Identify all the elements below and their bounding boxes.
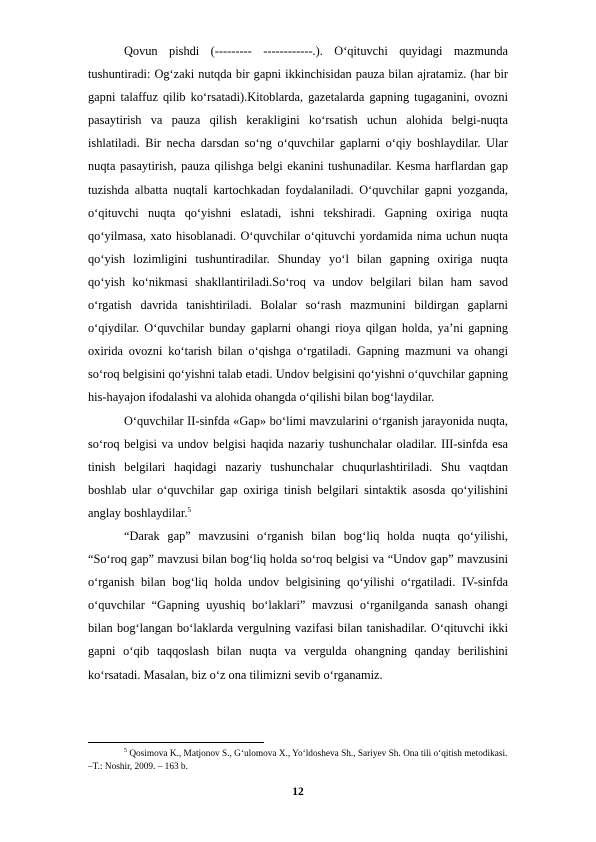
- footnote-number: 5: [124, 747, 127, 754]
- footnote: [88, 748, 508, 774]
- footnote-separator: [88, 742, 264, 743]
- paragraph-1: Qovun pishdi (--------- ------------.). O‘qituvchi quyidagi mazmunda tushuntiradi: Og‘zaki nutqda bir gapni ikkinchisidan pauza bilan ajratamiz. (har bir gapni talaffuz qilib ko‘rsatadi).Kitoblarda, gazetalarda gapning tugaganini, ovozni pasaytirish va pauza qilish kerakligini ko‘rsatish uchun alohida belgi-nuqta ishlatiladi. Bir necha darsdan so‘ng o‘quvchilar gaplarni o‘qiy boshlaydilar. Ular nuqta pasaytirish, pauza qilishga belgi ekanini tushunadilar. Kesma harflardan gap tuzishda albatta nuqtali kartochkadan foydalaniladi. O‘quvchilar gapni yozganda, o‘qituvchi nuqta qo‘yishni eslatadi, ishni tekshiradi. Gapning oxiriga nuqta qo‘yilmasa, xato hisoblanadi. O‘quvchilar o‘qituvchi yordamida nima uchun nuqta qo‘yish lozimligini tushuntiradilar. Shunday yo‘l bilan gapning oxiriga nuqta qo‘yish ko‘nikmasi shakllantiriladi.So‘roq va undov belgilari bilan ham savod o‘rgatish davrida tanishtiriladi. Bolalar so‘rash mazmunini bildirgan gaplarni o‘qiydilar. O‘quvchilar bunday gaplarni ohangi rioya qilgan holda, ya’ni gapning oxirida ovozni ko‘tarish bilan o‘qishga o‘rgatiladi. Gapning mazmuni va ohangi so‘roq belgisini qo‘yishni talab etadi. Undov belgisini qo‘yishni o‘quvchilar gapning his-hayajon ifodalashi va alohida ohangda o‘qilishi bilan bog‘laydilar.: [88, 44, 508, 405]
- footnote-text: Qosimova K., Matjonov S., G‘ulomova X., Yo‘ldosheva Sh., Sariyev Sh. Ona tili o‘qitish metodikasi. –T.: Noshir, 2009. – 163 b.: [88, 749, 508, 772]
- body-text: [88, 40, 508, 687]
- page-number: 12: [292, 786, 304, 798]
- footnote-reference[interactable]: 5: [187, 504, 192, 514]
- paragraph-2-text: O‘quvchilar II-sinfda «Gap» bo‘limi mavzularini o‘rganish jarayonida nuqta, so‘roq belgisi va undov belgisi haqida nazariy tushunchalar oladilar. III-sinfda esa tinish belgilari haqidagi nazariy tushunchalar chuqurlashtiriladi. Shu vaqtdan boshlab ular o‘quvchilar gap oxiriga tinish belgilari sintaktik asosda qo‘yilishini anglay boshlaydilar.: [88, 413, 508, 520]
- paragraph-3: “Darak gap” mavzusini o‘rganish bilan bog‘liq holda nuqta qo‘yilishi, “So‘roq gap” mavzusi bilan bog‘liq holda so‘roq belgisi va “Undov gap” mavzusini o‘rganish bilan bog‘liq holda undov belgisining qo‘yilishi o‘rgatiladi. IV-sinfda o‘quvchilar “Gapning uyushiq bo‘laklari” mavzusi o‘rganilganda sanash ohangi bilan bog‘langan bo‘laklarda vergulning vazifasi bilan tanishadilar. O‘qituvchi ikki gapni o‘qib taqqoslash bilan nuqta va vergulda ohangning qanday berilishini ko‘rsatadi. Masalan, biz o‘z ona tilimizni sevib o‘rganamiz.: [88, 528, 508, 682]
- paragraph-2: [88, 410, 508, 525]
